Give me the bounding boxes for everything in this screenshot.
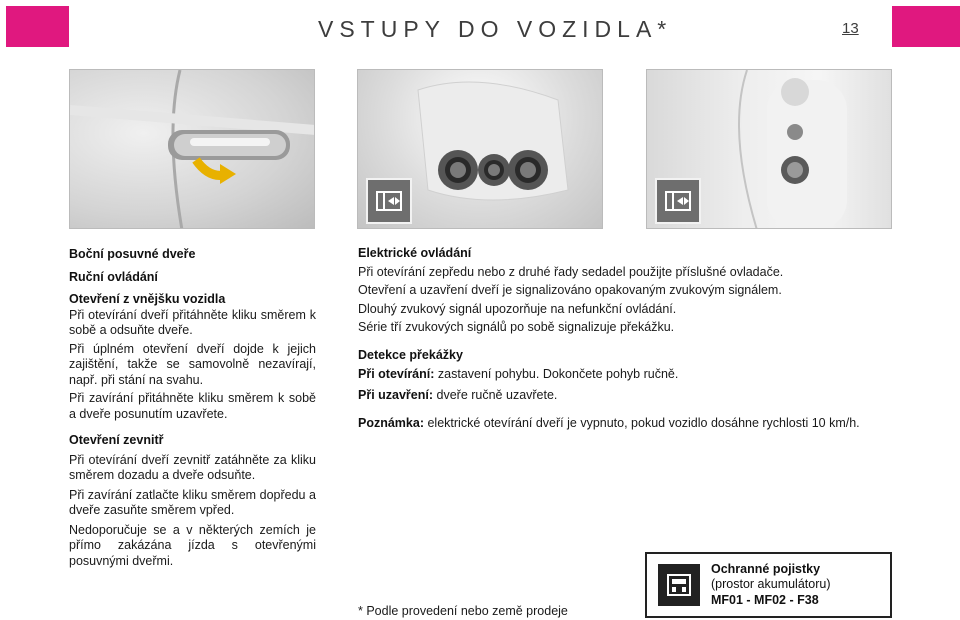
- sliding-door-icon: [366, 178, 412, 224]
- paragraph: Při zavírání zatlačte kliku směrem dopředu a dveře zasuňte směrem vpřed.: [69, 487, 316, 517]
- paragraph-text: dveře ručně uzavřete.: [433, 387, 558, 402]
- subsection-heading: Detekce překážky: [358, 347, 463, 362]
- label-bold: Při uzavření:: [358, 387, 434, 402]
- sliding-door-icon: [655, 178, 701, 224]
- left-column: [69, 247, 316, 569]
- subsection-heading: Otevření zevnitř: [69, 433, 164, 447]
- fuse-codes: MF01 - MF02 - F38: [711, 592, 819, 607]
- header-tab-right: [892, 6, 960, 47]
- note: [358, 416, 893, 432]
- subsection-heading: Otevření z vnějšku vozidla: [69, 292, 226, 306]
- note-label: Poznámka:: [358, 416, 424, 430]
- header-tab-left: [6, 6, 69, 47]
- page-number[interactable]: 13: [842, 20, 859, 37]
- photo-door-handle: [69, 69, 315, 229]
- paragraph: Při otevírání dveří přitáhněte kliku směrem k sobě a odsuňte dveře.: [69, 307, 316, 337]
- fuse-text: [711, 562, 831, 609]
- fuse-subtitle: (prostor akumulátoru): [711, 577, 831, 592]
- paragraph: Nedoporučuje se a v některých zemích je přímo zakázána jízda s otevřenými posuvnými dveřmi.: [69, 522, 316, 568]
- section-heading: Elektrické ovládání: [358, 246, 472, 260]
- fuse-title: Ochranné pojistky: [711, 561, 821, 576]
- fuse-icon: [658, 564, 700, 606]
- photo-switches-front: [357, 69, 603, 229]
- footnote: * Podle provedení nebo země prodeje: [358, 604, 568, 618]
- paragraph: Otevření a uzavření dveří je signalizováno opakovaným zvukovým signálem.: [358, 283, 782, 297]
- paragraph: Série tří zvukových signálů po sobě signalizuje překážku.: [358, 320, 675, 334]
- paragraph: [358, 367, 893, 383]
- paragraph: Dlouhý zvukový signál upozorňuje na nefunkční ovládání.: [358, 301, 677, 316]
- paragraph: Při zavírání přitáhněte kliku směrem k sobě a dveře posunutím uzavřete.: [69, 391, 316, 421]
- fuse-info-box: [645, 552, 892, 618]
- photo-switches-rear: [646, 69, 892, 229]
- note-text: elektrické otevírání dveří je vypnuto, pokud vozidlo dosáhne rychlosti 10 km/h.: [424, 416, 860, 430]
- subsection-heading: Ruční ovládání: [69, 269, 158, 284]
- paragraph: Při úplném otevření dveří dojde k jejich zajištění, takže se samovolně nezavírají, např. při stání na svahu.: [69, 341, 316, 387]
- page-title: VSTUPY DO VOZIDLA*: [318, 16, 673, 42]
- label-bold: Při otevírání:: [358, 367, 435, 381]
- paragraph-text: zastavení pohybu. Dokončete pohyb ručně.: [434, 367, 679, 381]
- section-heading: Boční posuvné dveře: [69, 247, 196, 261]
- door-handle-illustration: [70, 70, 315, 229]
- paragraph: [358, 388, 893, 404]
- paragraph: Při otevírání dveří zevnitř zatáhněte za kliku směrem dozadu a dveře odsuňte.: [69, 452, 316, 482]
- paragraph: Při otevírání zepředu nebo z druhé řady sedadel použijte příslušné ovladače.: [358, 264, 784, 279]
- middle-column: [358, 246, 893, 432]
